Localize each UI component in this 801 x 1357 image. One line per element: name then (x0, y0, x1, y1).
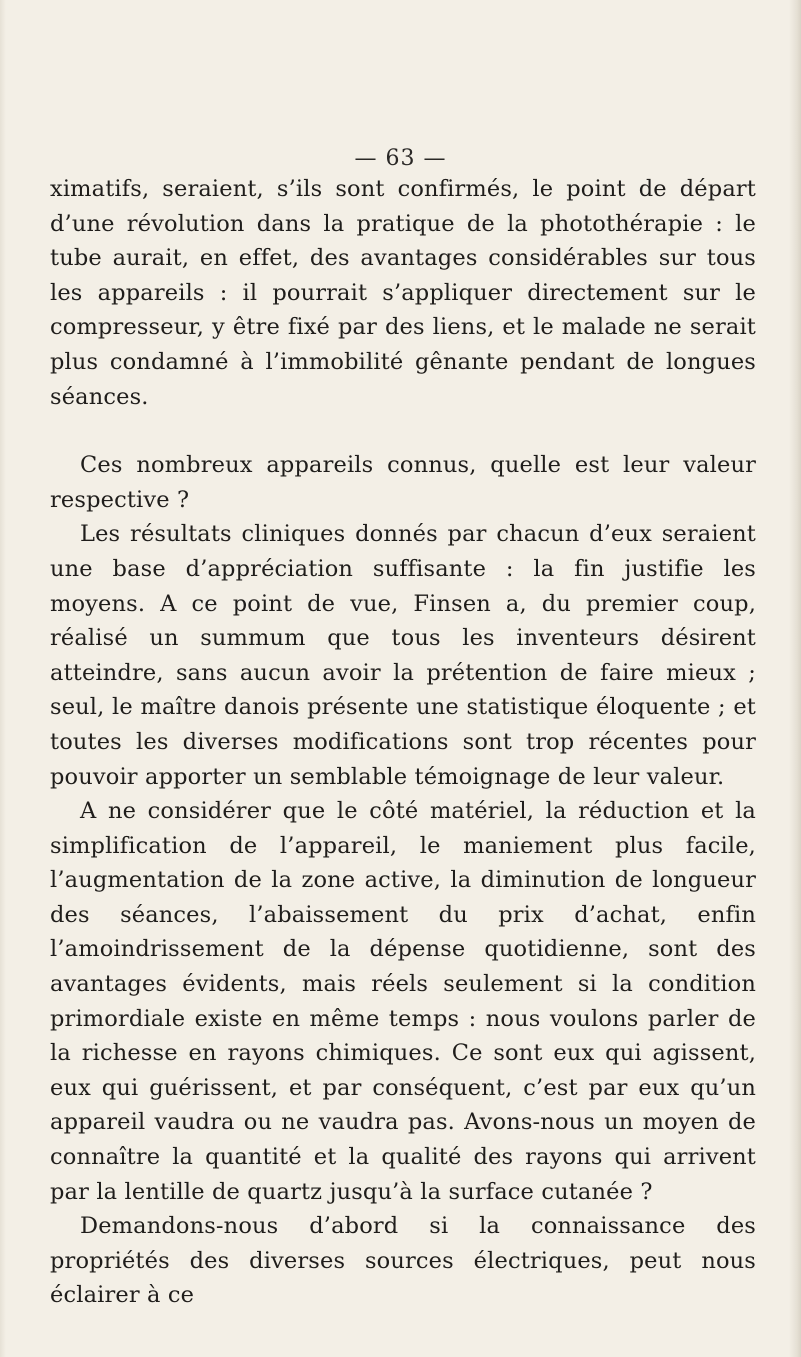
paragraph-continuation: ximatifs, seraient, s’ils sont confirmés, le point de départ d’une révolution dans la pratique de la photothérapie : le tube aurait, en effet, des avantages considérables sur tous les appareils : il pourrait s’appliquer directement sur le compresseur, y être fixé par des liens, et le malade ne serait plus condamné à l’immobilité gênante pendant de longues séances. (50, 176, 756, 410)
page-edge-right (789, 0, 801, 1357)
paragraph-material-side: A ne considérer que le côté matériel, la réduction et la simplification de l’appareil, le maniement plus facile, l’augmentation de la zone active, la diminution de longueur des séances, l’abaissement du prix d’achat, enfin l’amoindrissement de la dépense quotidienne, sont des avantages évidents, mais réels seulement si la condition primordiale existe en même temps : nous voulons parler de la richesse en rayons chimiques. Ce sont eux qui agissent, eux qui guérissent, et par conséquent, c’est par eux qu’un appareil vaudra ou ne vaudra pas. Avons-nous un moyen de connaître la quantité et la qualité des rayons qui arrivent par la lentille de quartz jusqu’à la surface cutanée ? (50, 798, 756, 1205)
page-edge-left (0, 0, 6, 1357)
body-text (50, 172, 756, 1313)
paragraph-electric-sources: Demandons-nous d’abord si la connaissance des propriétés des diverses sources électriques, peut nous éclairer à ce (50, 1213, 756, 1309)
paragraph-question: Ces nombreux appareils connus, quelle est leur valeur respective ? (50, 452, 756, 513)
paragraph-clinical-results: Les résultats cliniques donnés par chacun d’eux seraient une base d’appréciation suffisante : la fin justifie les moyens. A ce point de vue, Finsen a, du premier coup, réalisé un summum que tous les inventeurs désirent atteindre, sans aucun avoir la prétention de faire mieux ; seul, le maître danois présente une statistique éloquente ; et toutes les diverses modifications sont trop récentes pour pouvoir apporter un semblable témoignage de leur valeur. (50, 521, 756, 790)
page-number: — 63 — (354, 146, 447, 171)
